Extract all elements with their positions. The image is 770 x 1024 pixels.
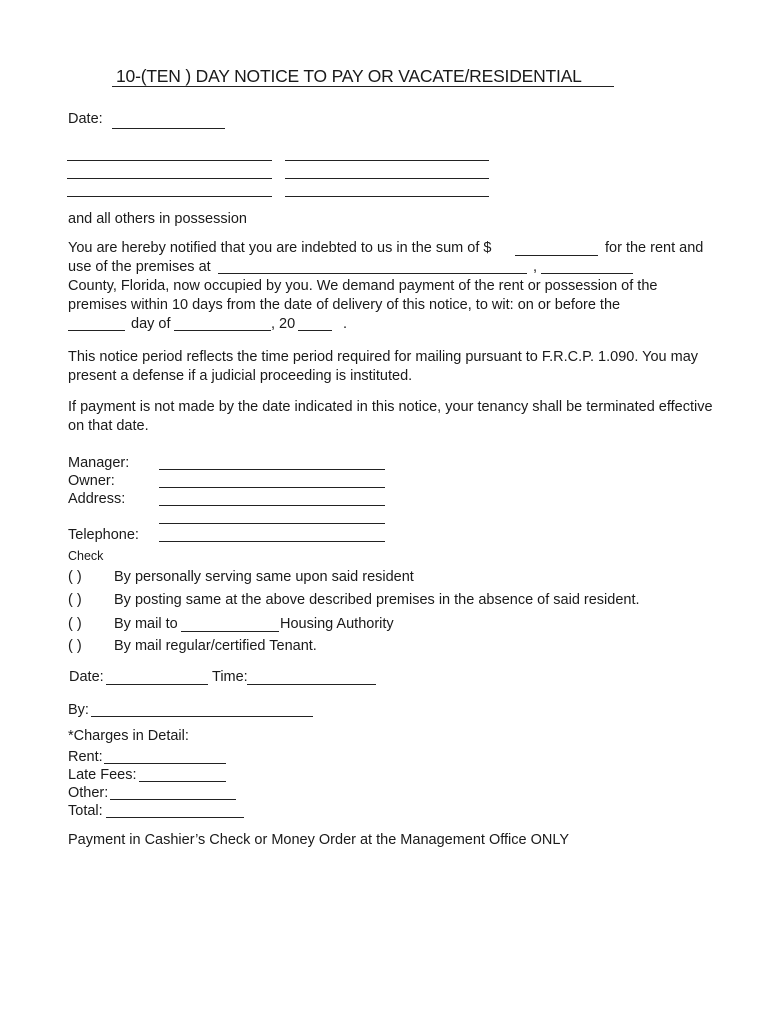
- tenant-line-1a[interactable]: [67, 160, 272, 161]
- tenant-line-3a[interactable]: [67, 196, 272, 197]
- by-label: By:: [68, 702, 89, 718]
- title-underline: [112, 86, 614, 87]
- telephone-label: Telephone:: [68, 527, 139, 543]
- address-field-1[interactable]: [159, 505, 385, 506]
- rent-field[interactable]: [104, 763, 226, 764]
- tenant-line-1b[interactable]: [285, 160, 489, 161]
- owner-label: Owner:: [68, 473, 115, 489]
- premises-field[interactable]: [218, 273, 527, 274]
- checkbox-mail-regular[interactable]: ( ): [68, 638, 82, 654]
- manager-label: Manager:: [68, 455, 130, 471]
- other-field[interactable]: [110, 799, 236, 800]
- rent-label: Rent:: [68, 749, 103, 765]
- service-time-label: Time:: [212, 669, 248, 685]
- termination-paragraph: If payment is not made by the date indicated in this notice, your tenancy shall be terminated effective on that date.: [68, 399, 713, 434]
- notice-text-1a: You are hereby notified that you are indebted to us in the sum of $: [68, 240, 492, 256]
- charges-heading: *Charges in Detail:: [68, 728, 189, 744]
- notice-text-1h: , 20: [271, 316, 296, 332]
- payment-note: Payment in Cashier’s Check or Money Order at the Management Office ONLY: [68, 832, 570, 848]
- checkbox-mail-housing[interactable]: ( ): [68, 616, 82, 632]
- mail-to-field[interactable]: [181, 631, 279, 632]
- check-text-personal-service: By personally serving same upon said resident: [114, 569, 414, 585]
- by-field[interactable]: [91, 716, 313, 717]
- others-in-possession: and all others in possession: [68, 211, 247, 227]
- service-date-label: Date:: [69, 669, 104, 685]
- notice-text-1b: for the rent and: [605, 240, 704, 256]
- service-date-field[interactable]: [106, 684, 208, 685]
- check-text-mail-to: By mail to: [114, 616, 178, 632]
- tenant-line-2a[interactable]: [67, 178, 272, 179]
- address-label: Address:: [68, 491, 126, 507]
- service-time-field[interactable]: [247, 684, 376, 685]
- notice-text-1c: use of the premises at: [68, 259, 211, 275]
- tenant-line-3b[interactable]: [285, 196, 489, 197]
- check-text-posting: By posting same at the above described premises in the absence of said resident.: [114, 592, 640, 608]
- date-label: Date:: [68, 111, 103, 127]
- notice-text-1e: County, Florida, now occupied by you. We demand payment of the rent or possession of the: [68, 278, 658, 294]
- late-fees-label: Late Fees:: [68, 767, 137, 783]
- telephone-field[interactable]: [159, 541, 385, 542]
- notice-text-1f: premises within 10 days from the date of delivery of this notice, to wit: on or before the: [68, 297, 621, 313]
- notice-comma: ,: [533, 259, 538, 275]
- due-year-field[interactable]: [298, 330, 332, 331]
- notice-period: .: [343, 316, 348, 332]
- due-month-field[interactable]: [174, 330, 271, 331]
- manager-field[interactable]: [159, 469, 385, 470]
- amount-field[interactable]: [515, 255, 598, 256]
- notice-period-paragraph: This notice period reflects the time period required for mailing pursuant to F.R.C.P. 1.090. You may present a defense if a judicial proceeding is instituted.: [68, 349, 699, 384]
- document-title: 10-(TEN ) DAY NOTICE TO PAY OR VACATE/RESIDENTIAL: [116, 66, 582, 86]
- county-field[interactable]: [541, 273, 633, 274]
- due-day-field[interactable]: [68, 330, 125, 331]
- total-label: Total:: [68, 803, 103, 819]
- check-text-mail-regular: By mail regular/certified Tenant.: [114, 638, 317, 654]
- date-field[interactable]: [112, 128, 225, 129]
- owner-field[interactable]: [159, 487, 385, 488]
- notice-text-1g: day of: [131, 316, 171, 332]
- address-field-2[interactable]: [159, 523, 385, 524]
- tenant-line-2b[interactable]: [285, 178, 489, 179]
- total-field[interactable]: [106, 817, 244, 818]
- checkbox-posting[interactable]: ( ): [68, 592, 82, 608]
- late-fees-field[interactable]: [139, 781, 226, 782]
- check-text-housing-authority: Housing Authority: [280, 616, 394, 632]
- checkbox-personal-service[interactable]: ( ): [68, 569, 82, 585]
- other-label: Other:: [68, 785, 109, 801]
- check-label: Check: [68, 549, 104, 563]
